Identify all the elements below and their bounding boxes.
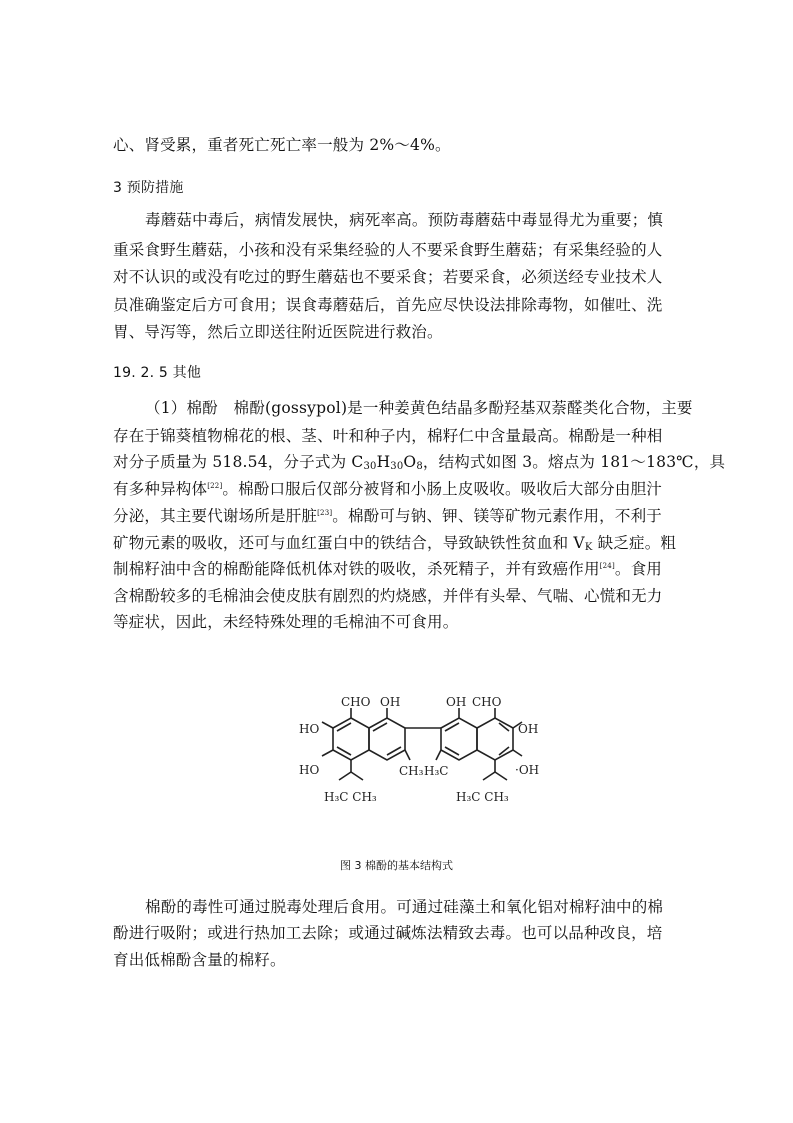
- label-oh-left: OH: [380, 695, 401, 709]
- paragraph-line: 毒蘑菇中毒后，病情发展快，病死率高。预防毒蘑菇中毒显得尤为重要；慎: [145, 211, 664, 229]
- section-heading-other: 19. 2. 5 其他: [113, 365, 202, 381]
- gossypol-structure-figure: [256, 694, 570, 816]
- paragraph-line: 等症状，因此，未经特殊处理的毛棉油不可食用。: [113, 613, 459, 631]
- label-oh-right-lower: ·OH: [515, 763, 540, 777]
- paragraph-line: 有多种异构体[22]。棉酚口服后仅部分被肾和小肠上皮吸收。吸收后大部分由胆汁: [113, 480, 662, 498]
- section-heading-prevention: 3 预防措施: [113, 180, 184, 196]
- paragraph-line: （1）棉酚 棉酚(gossypol)是一种姜黄色结晶多酚羟基双萘醛类化合物，主要: [145, 399, 693, 417]
- paragraph-line: 酚进行吸附；或进行热加工去除；或通过碱炼法精致去毒。也可以品种改良，培: [113, 924, 663, 942]
- paragraph-line: 重采食野生蘑菇，小孩和没有采集经验的人不要采食野生蘑菇；有采集经验的人: [113, 241, 663, 259]
- citation-24: [24]: [599, 562, 615, 570]
- gossypol-structure-diagram: [256, 694, 570, 816]
- label-ho-left-lower: HO: [299, 763, 320, 777]
- paragraph-line: 员准确鉴定后方可食用；误食毒蘑菇后，首先应尽快设法排除毒物，如催吐、洗: [113, 296, 663, 314]
- citation-23: [23]: [317, 509, 333, 517]
- label-oh-right-upper: OH: [518, 722, 539, 736]
- paragraph-line: 分泌，其主要代谢场所是肝脏[23]。棉酚可与钠、钾、镁等矿物元素作用，不利于: [113, 507, 662, 525]
- paragraph-line: 棉酚的毒性可通过脱毒处理后食用。可通过硅藻土和氧化铝对棉籽油中的棉: [145, 898, 664, 916]
- paragraph-line: 含棉酚较多的毛棉油会使皮肤有剧烈的灼烧感，并伴有头晕、气喘、心慌和无力: [113, 587, 663, 605]
- label-ch3-left: CH₃: [399, 764, 424, 778]
- right-naphthalene-ring: [436, 708, 522, 780]
- paragraph-line: 存在于锦葵植物棉花的根、茎、叶和种子内，棉籽仁中含量最高。棉酚是一种相: [113, 427, 663, 445]
- label-h3c-right: H₃C: [424, 764, 449, 778]
- citation-22: [22]: [207, 482, 223, 490]
- paragraph-line-formula: 对分子质量为 518.54，分子式为 $C_{30}H_{30}O_8$，结构式如图 3。熔点为 181～183℃，具: [113, 453, 726, 472]
- label-oh-right: OH: [446, 695, 467, 709]
- label-cho-left: CHO: [341, 695, 371, 709]
- paragraph-line: 对不认识的或没有吃过的野生蘑菇也不要采食；若要采食，必须送经专业技术人: [113, 268, 663, 286]
- label-cho-right: CHO: [472, 695, 502, 709]
- paragraph-line: 心、肾受累，重者死亡死亡率一般为 2%～4%。: [113, 136, 451, 154]
- label-isopropyl-left: H₃C CH₃: [324, 790, 377, 804]
- figure-caption: 图 3 棉酚的基本结构式: [340, 859, 453, 872]
- paragraph-line: 胃、导泻等，然后立即送往附近医院进行救治。: [113, 323, 443, 341]
- left-naphthalene-ring: [322, 708, 410, 780]
- paragraph-line: 制棉籽油中含的棉酚能降低机体对铁的吸收，杀死精子，并有致癌作用[24]。食用: [113, 560, 662, 578]
- label-ho-left-upper: HO: [299, 722, 320, 736]
- paragraph-line: 矿物元素的吸收，还可与血红蛋白中的铁结合，导致缺铁性贫血和 $V_K$ 缺乏症。粗: [113, 534, 677, 553]
- label-isopropyl-right: H₃C CH₃: [456, 790, 509, 804]
- paragraph-line: 育出低棉酚含量的棉籽。: [113, 951, 286, 969]
